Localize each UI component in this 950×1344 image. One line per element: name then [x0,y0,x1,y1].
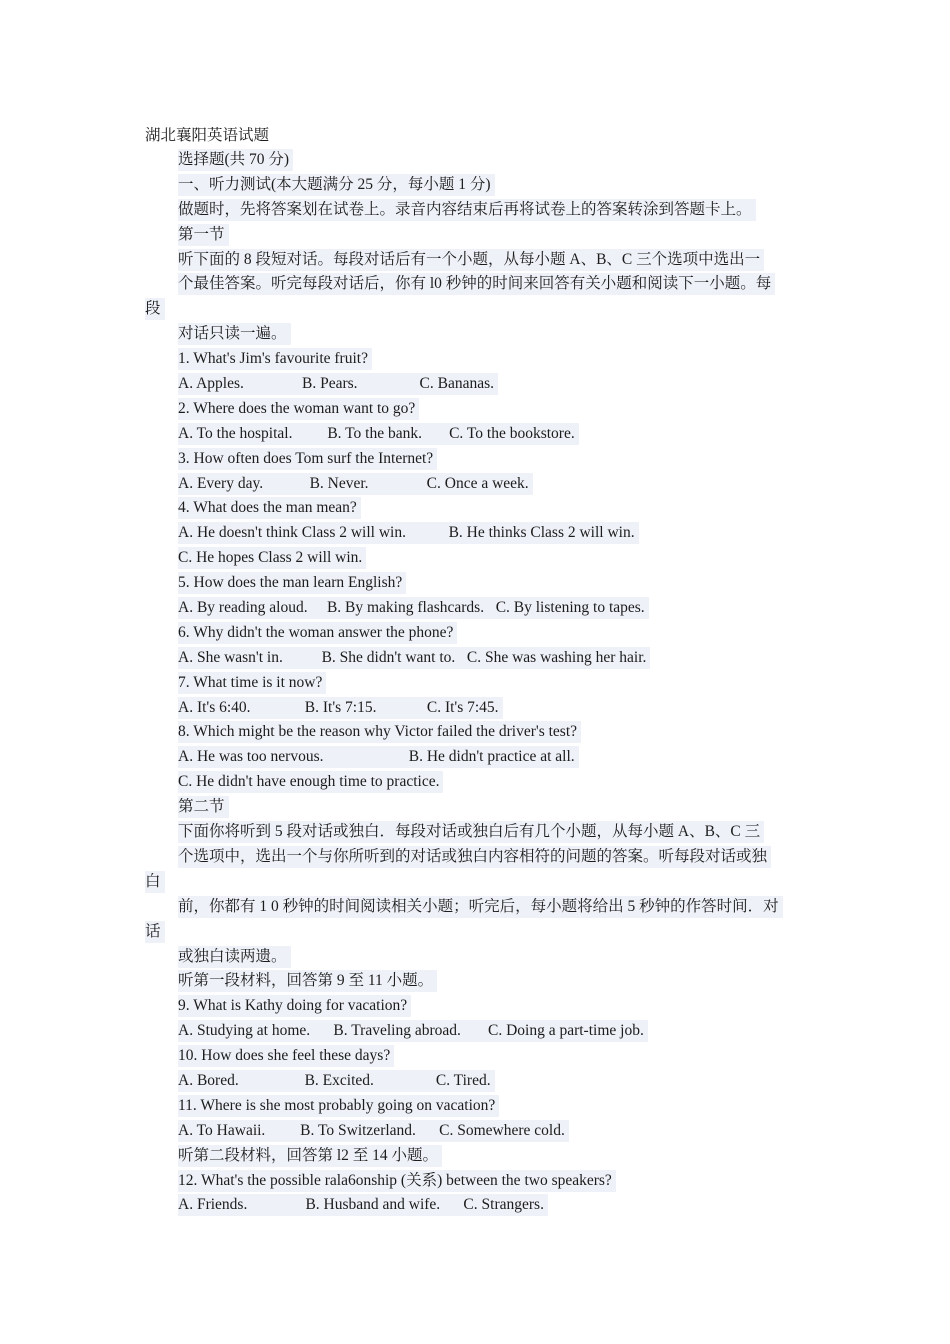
text-line [145,1169,810,1194]
text-line-content: 3. How often does Tom surf the Internet? [178,448,437,470]
text-line [145,1119,810,1144]
text-line [145,845,810,870]
text-line-content: A. Every day. B. Never. C. Once a week. [178,473,533,495]
text-line [145,223,810,248]
text-line [145,596,810,621]
text-line [145,571,810,596]
text-line [145,297,810,322]
text-line [145,322,810,347]
text-line-content: 2. Where does the woman want to go? [178,398,419,420]
text-line [145,994,810,1019]
text-line [145,272,810,297]
text-line-content: A. Apples. B. Pears. C. Bananas. [178,373,498,395]
document-body [145,148,810,1218]
text-line [145,173,810,198]
text-line-content: 或独白读两遗。 [178,946,291,968]
text-line-content: 做题时，先将答案划在试卷上。录音内容结束后再将试卷上的答案转涂到答题卡上。 [178,199,756,221]
text-line-content: A. It's 6:40. B. It's 7:15. C. It's 7:45. [178,697,503,719]
text-line-content: A. He was too nervous. B. He didn't practice at all. [178,746,579,768]
text-line-content: 个选项中，选出一个与你所听到的对话或独白内容相符的问题的答案。听每段对话或独 [178,846,771,868]
text-line [145,521,810,546]
text-line-content: 4. What does the man mean? [178,497,361,519]
text-line-content: 话 [145,921,165,943]
text-line-content: C. He hopes Class 2 will win. [178,547,366,569]
text-line [145,1094,810,1119]
text-line [145,1144,810,1169]
text-line-content: 5. How does the man learn English? [178,572,406,594]
text-line-content: 第一节 [178,224,229,246]
text-line [145,820,810,845]
text-line-content: 个最佳答案。听完每段对话后，你有 l0 秒钟的时间来回答有关小题和阅读下一小题。每 [178,273,775,295]
text-line-content: 10. How does she feel these days? [178,1045,394,1067]
text-line-content: A. To Hawaii. B. To Switzerland. C. Somewhere cold. [178,1120,569,1142]
text-line [145,1193,810,1218]
text-line [145,148,810,173]
text-line [145,347,810,372]
text-line-content: 段 [145,298,165,320]
text-line [145,920,810,945]
text-line [145,671,810,696]
text-line-content: 对话只读一遍。 [178,323,291,345]
text-line-content: 7. What time is it now? [178,672,326,694]
text-line-content: A. He doesn't think Class 2 will win. B. He thinks Class 2 will win. [178,522,639,544]
text-line-content: A. By reading aloud. B. By making flashcards. C. By listening to tapes. [178,597,649,619]
text-line-content: A. She wasn't in. B. She didn't want to. C. She was washing her hair. [178,647,650,669]
text-line [145,1019,810,1044]
text-line [145,422,810,447]
text-line-content: 听第二段材料，回答第 l2 至 14 小题。 [178,1145,442,1167]
text-line [145,248,810,273]
text-line-content: A. To the hospital. B. To the bank. C. To the bookstore. [178,423,579,445]
text-line-content: 下面你将听到 5 段对话或独白．每段对话或独白后有几个小题，从每小题 A、B、C 三 [178,821,764,843]
text-line [145,895,810,920]
text-line [145,372,810,397]
text-line-content: 8. Which might be the reason why Victor failed the driver's test? [178,721,581,743]
text-line-content: 前，你都有 1 0 秒钟的时间阅读相关小题；听完后，每小题将给出 5 秒钟的作答时间．对 [178,896,783,918]
text-line [145,795,810,820]
text-line-content: A. Friends. B. Husband and wife. C. Strangers. [178,1194,548,1216]
text-line [145,870,810,895]
text-line [145,969,810,994]
text-line-content: 12. What's the possible rala6onship (关系) between the two speakers? [178,1170,616,1192]
text-line [145,770,810,795]
text-line-content: 6. Why didn't the woman answer the phone? [178,622,457,644]
text-line [145,621,810,646]
text-line-content: 选择题(共 70 分) [178,149,293,171]
text-line-content: 听下面的 8 段短对话。每段对话后有一个小题，从每小题 A、B、C 三个选项中选出一 [178,249,764,271]
text-line [145,646,810,671]
text-line [145,198,810,223]
text-line [145,945,810,970]
text-line [145,1069,810,1094]
text-line-content: 一、听力测试(本大题满分 25 分，每小题 1 分) [178,174,495,196]
text-line-content: A. Studying at home. B. Traveling abroad. C. Doing a part-time job. [178,1020,648,1042]
text-line-content: C. He didn't have enough time to practice. [178,771,443,793]
document-title: 湖北襄阳英语试题 [145,127,270,144]
text-line-content: 白 [145,871,165,893]
text-line [145,546,810,571]
text-line [145,397,810,422]
text-line [145,745,810,770]
text-line-content: 1. What's Jim's favourite fruit? [178,348,372,370]
text-line-content: 9. What is Kathy doing for vacation? [178,995,411,1017]
text-line-content: 11. Where is she most probably going on vacation? [178,1095,499,1117]
text-line-content: A. Bored. B. Excited. C. Tired. [178,1070,495,1092]
text-line [145,472,810,497]
text-line [145,720,810,745]
text-line-content: 第二节 [178,796,229,818]
text-line [145,496,810,521]
text-line-content: 听第一段材料，回答第 9 至 11 小题。 [178,970,437,992]
text-line [145,1044,810,1069]
text-line [145,447,810,472]
text-line [145,696,810,721]
